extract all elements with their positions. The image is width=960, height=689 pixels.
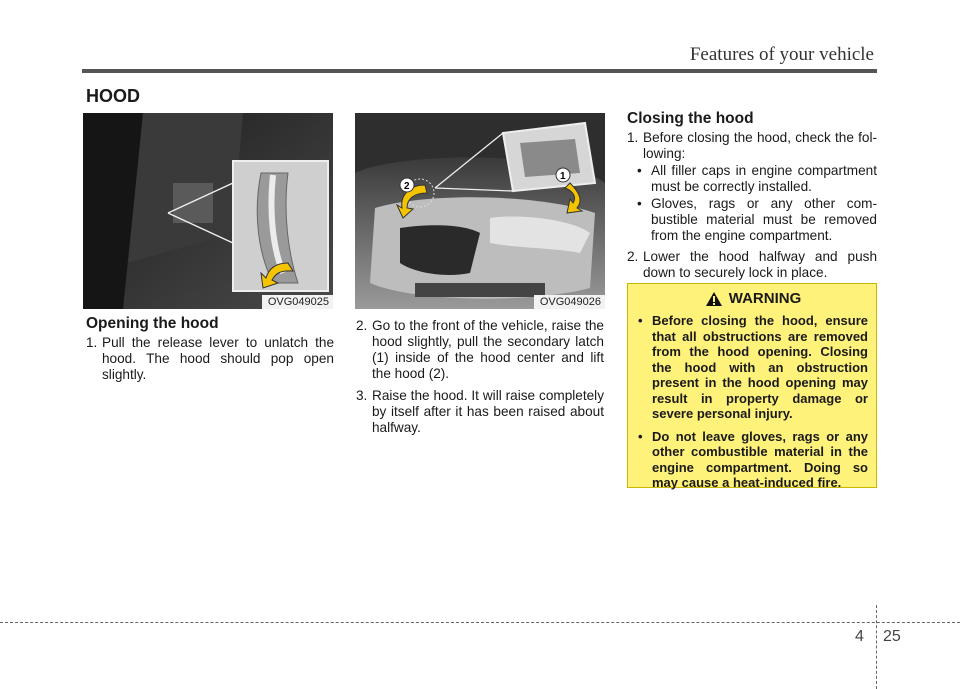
- bullet-glyph: •: [637, 163, 642, 178]
- closing-bullet: [627, 163, 877, 195]
- warning-header: [638, 290, 868, 307]
- bullet-text: All filler caps in engine compartment must be correctly installed.: [651, 163, 877, 194]
- callout-1: 1: [560, 171, 566, 182]
- step-number: 2.: [627, 249, 639, 264]
- bullet-glyph: •: [638, 428, 643, 444]
- release-lever-illustration: [83, 113, 333, 309]
- closing-bullet: [627, 196, 877, 244]
- warning-triangle-icon: [705, 291, 723, 307]
- page-number: 25: [883, 628, 901, 645]
- bullet-text: Gloves, rags or any other com-bustible material must be removed from the engine compartment.: [651, 196, 877, 243]
- bullet-glyph: •: [638, 313, 643, 328]
- footer-rule: [0, 622, 960, 623]
- step-number: 1.: [86, 335, 98, 350]
- bullet-glyph: •: [637, 196, 642, 211]
- footer-divider: [876, 605, 877, 689]
- closing-heading: Closing the hood: [627, 110, 754, 127]
- vehicle-front-illustration: [355, 113, 605, 309]
- figure-caption: OVG049026: [534, 295, 605, 309]
- step-text: Lower the hood halfway and push down to securely lock in place.: [643, 249, 877, 280]
- warning-text: Before closing the hood, ensure that all obstructions are removed from the hood opening. Closing the hood with an obstruction present in the hood opening may result in property damage or severe personal injury.: [652, 313, 868, 421]
- step-text: Pull the release lever to unlatch the hood. The hood should pop open slightly.: [102, 335, 334, 382]
- step-number: 2.: [356, 318, 368, 333]
- closing-step-1: [627, 130, 877, 162]
- closing-column: [627, 111, 877, 287]
- opening-step-2: [356, 318, 604, 382]
- step-number: 1.: [627, 130, 639, 145]
- step-text: Raise the hood. It will raise completely by itself after it has been raised about halfway.: [372, 388, 604, 435]
- header-rule: [82, 69, 877, 73]
- opening-step-3: [356, 388, 604, 436]
- opening-heading: Opening the hood: [86, 315, 219, 332]
- figure-secondary-latch: [355, 113, 605, 309]
- warning-item: [638, 429, 868, 491]
- section-title: HOOD: [86, 86, 140, 106]
- warning-item: [638, 313, 868, 422]
- step-text: Before closing the hood, check the fol-lowing:: [643, 130, 877, 161]
- callout-2: 2: [404, 181, 410, 192]
- step-text: Go to the front of the vehicle, raise the hood slightly, pull the secondary latch (1) inside of the hood center and lift the hood (2).: [372, 318, 604, 381]
- step-number: 3.: [356, 388, 368, 403]
- warning-box: [627, 283, 877, 488]
- opening-step-1: [86, 335, 334, 383]
- chapter-number: 4: [855, 628, 864, 645]
- opening-column-continued: [356, 318, 604, 442]
- running-header: Features of your vehicle: [689, 44, 874, 65]
- closing-step-2: [627, 249, 877, 281]
- figure-release-lever: [83, 113, 333, 309]
- opening-column: [86, 316, 334, 389]
- figure-caption: OVG049025: [262, 295, 333, 309]
- warning-title: WARNING: [728, 290, 802, 307]
- warning-text: Do not leave gloves, rags or any other combustible material in the engine compartment. Doing so may cause a heat-induced fire.: [652, 428, 868, 490]
